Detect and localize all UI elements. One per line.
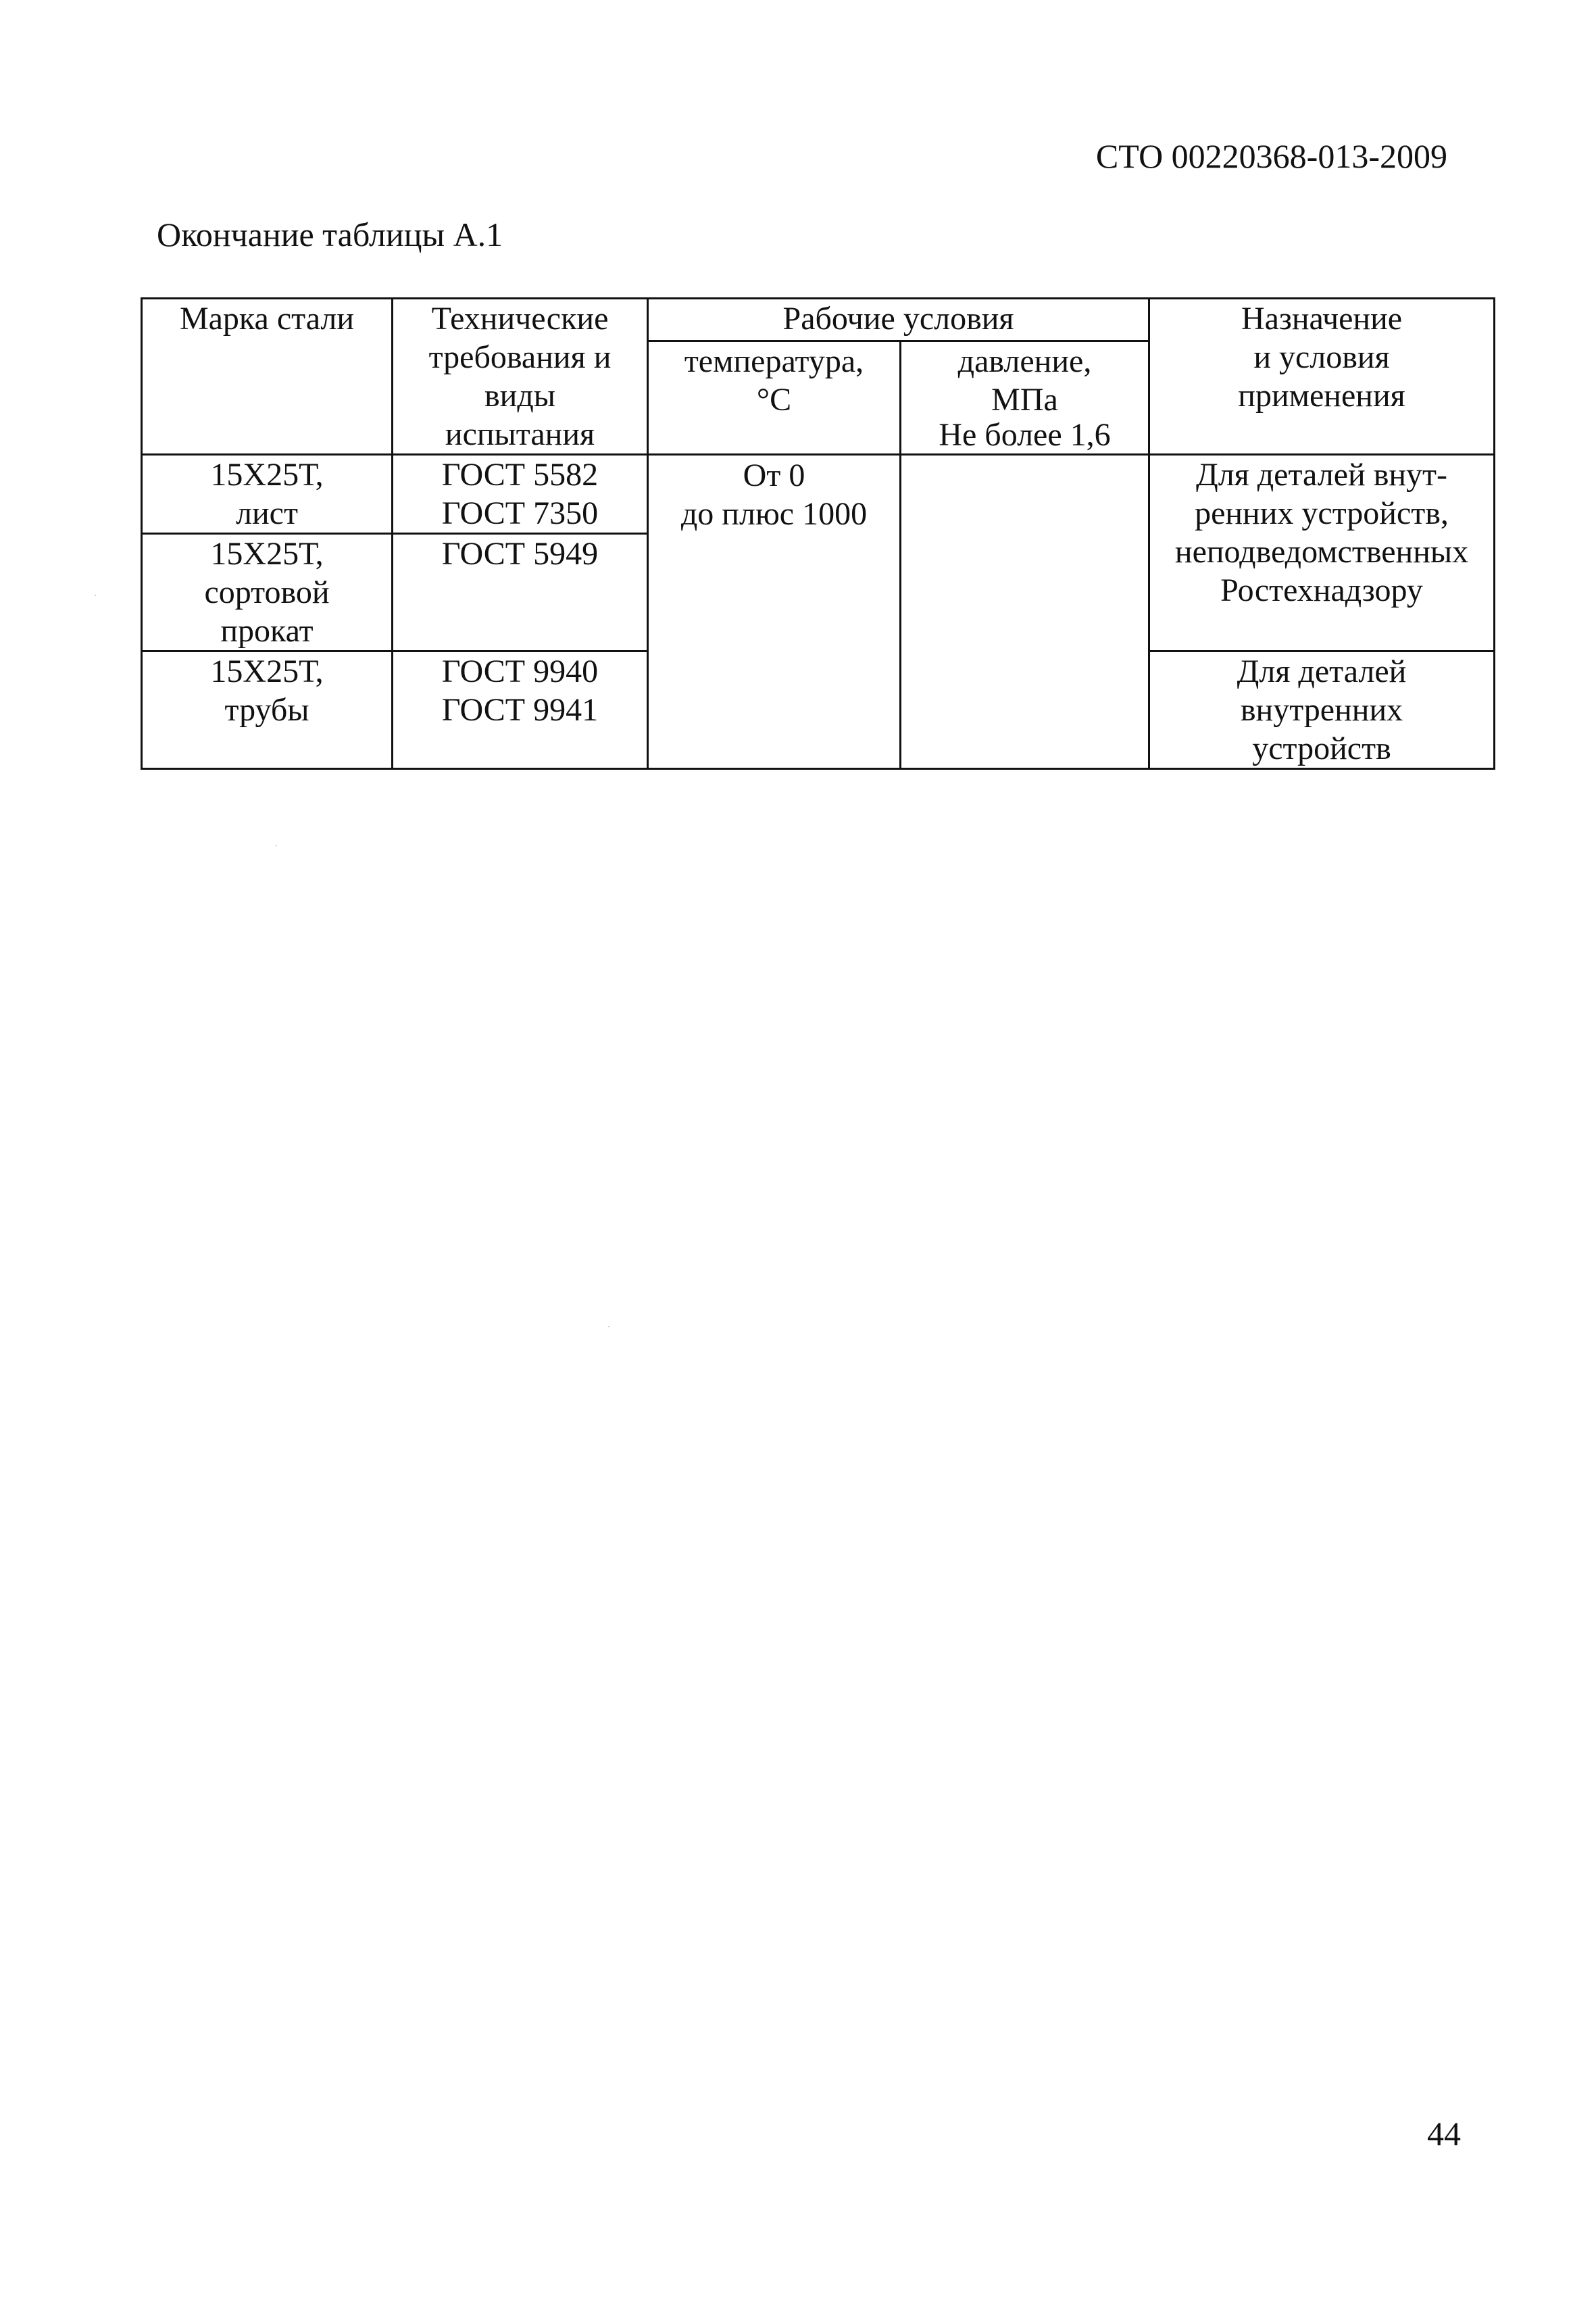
header-tech-line: виды (484, 378, 556, 414)
scan-speck (276, 845, 277, 846)
purpose-line: устройств (1252, 731, 1391, 766)
header-temperature (648, 341, 901, 454)
header-purpose-line: применения (1238, 378, 1405, 414)
document-code: СТО 00220368-013-2009 (1095, 137, 1447, 175)
cell-pressure (901, 417, 1149, 769)
cell-steel-grade (142, 455, 393, 534)
grade-line: лист (236, 495, 298, 531)
header-purpose-line: Назначение (1241, 301, 1403, 337)
pressure-line: Не более 1,6 (939, 417, 1111, 453)
header-temperature-line: температура, (684, 343, 864, 379)
pressure-value (904, 416, 1145, 454)
header-tech-line: испытания (445, 416, 595, 452)
header-steel-grade (142, 299, 393, 455)
scan-speck (95, 595, 96, 596)
header-tech-line: требования и (428, 339, 612, 375)
header-pressure-line: давление, (957, 343, 1092, 379)
purpose-line: Для деталей внут- (1195, 457, 1448, 493)
temperature-line: От 0 (743, 458, 805, 493)
header-technical-requirements (393, 299, 648, 455)
page-number: 44 (1427, 2115, 1461, 2152)
cell-temperature (648, 455, 901, 769)
cell-steel-grade (142, 651, 393, 769)
cell-standards (393, 455, 648, 534)
standard-line: ГОСТ 9941 (441, 692, 599, 728)
header-operating-conditions-text: Рабочие условия (782, 301, 1014, 337)
header-pressure-line: МПа (991, 381, 1058, 418)
grade-line: 15Х25Т, (210, 536, 324, 572)
standard-line: ГОСТ 7350 (441, 495, 599, 531)
header-purpose (1149, 299, 1495, 455)
temperature-line: до плюс 1000 (680, 496, 868, 532)
grade-line: сортовой (204, 574, 330, 610)
grade-line: трубы (224, 692, 309, 728)
header-temperature-line: °С (756, 381, 792, 418)
table-row (142, 455, 1495, 534)
cell-standards (393, 651, 648, 769)
table-header-row (142, 299, 1495, 341)
header-steel-grade-text: Марка стали (179, 301, 355, 337)
table-caption: Окончание таблицы А.1 (157, 216, 503, 253)
purpose-line: внутренних (1240, 692, 1403, 728)
header-tech-line: Технические (431, 301, 609, 337)
purpose-line: неподведомственных (1174, 534, 1469, 570)
grade-line: 15Х25Т, (210, 457, 324, 493)
steel-grades-table (141, 297, 1495, 770)
standard-line: ГОСТ 5582 (441, 457, 599, 493)
scan-speck (608, 1326, 609, 1327)
grade-line: прокат (220, 613, 314, 649)
cell-standards (393, 534, 648, 651)
purpose-line: Для деталей (1237, 654, 1407, 689)
header-purpose-line: и условия (1253, 339, 1390, 375)
header-operating-conditions (648, 299, 1149, 341)
cell-purpose (1149, 455, 1495, 651)
standard-line: ГОСТ 9940 (441, 654, 599, 689)
cell-steel-grade (142, 534, 393, 651)
temperature-value (651, 456, 897, 533)
standard-line: ГОСТ 5949 (441, 536, 599, 572)
purpose-line: ренних устройств, (1195, 495, 1449, 531)
purpose-line: Ростехнадзору (1220, 572, 1423, 608)
grade-line: 15Х25Т, (210, 654, 324, 689)
cell-purpose (1149, 651, 1495, 769)
